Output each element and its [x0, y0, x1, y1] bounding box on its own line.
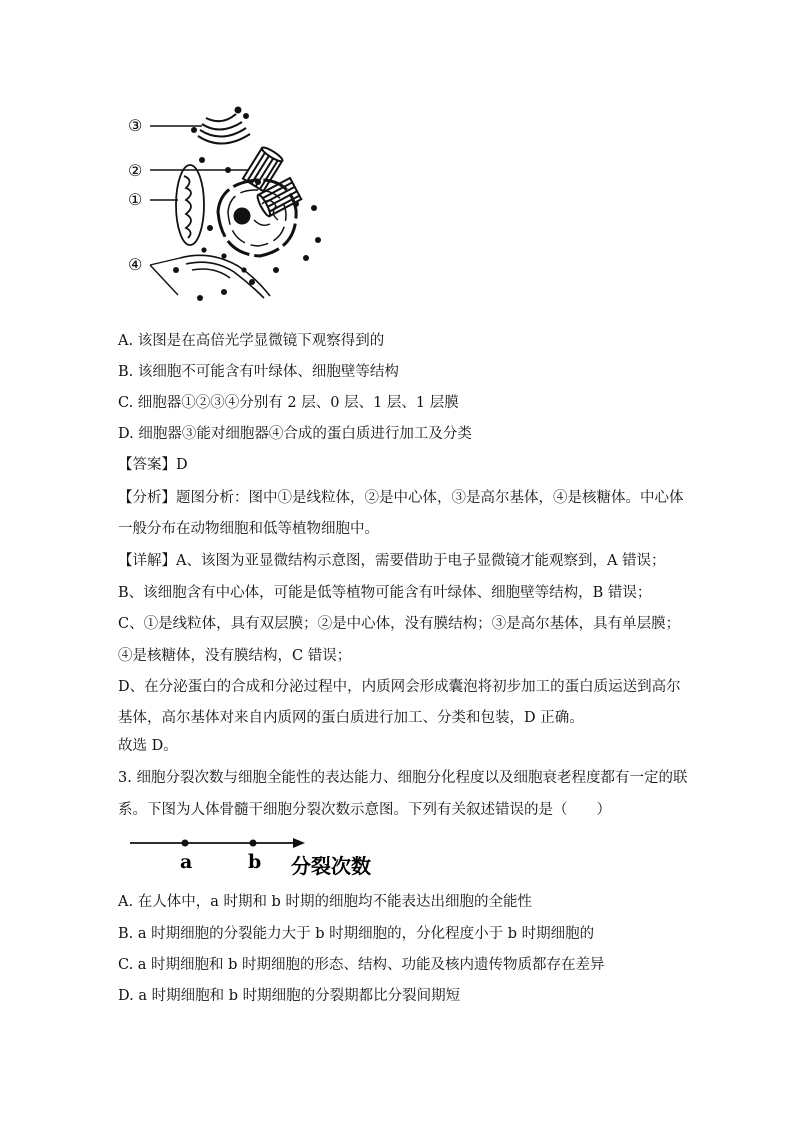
q2-analysis-line-1: 【分析】题图分析：图中①是线粒体，②是中心体，③是高尔基体，④是核糖体。中心体: [118, 490, 684, 506]
label-centriole: ②: [128, 161, 143, 180]
q3-option-b: B. a 时期细胞的分裂能力大于 b 时期细胞的，分化程度小于 b 时期细胞的: [118, 926, 595, 942]
label-golgi: ③: [128, 116, 143, 135]
q2-option-b: B. 该细胞不可能含有叶绿体、细胞壁等结构: [118, 364, 399, 380]
q2-detail-line-1: 【详解】A、该图为亚显微结构示意图，需要借助于电子显微镜才能观察到，A 错误；: [118, 553, 666, 569]
q2-analysis-line-2: 一般分布在动物细胞和低等植物细胞中。: [118, 521, 379, 537]
cell-diagram: [120, 100, 340, 315]
q2-option-a: A. 该图是在高倍光学显微镜下观察得到的: [118, 333, 385, 349]
q2-answer: 【答案】D: [118, 457, 188, 473]
q3-stem-line-1: 3. 细胞分裂次数与细胞全能性的表达能力、细胞分化程度以及细胞衰老程度都有一定的联: [118, 770, 688, 786]
label-mitochondrion: ①: [128, 190, 143, 209]
point-b-label: b: [248, 851, 262, 873]
division-axis-figure: [125, 835, 395, 880]
point-b-dot: [250, 840, 257, 847]
q2-detail-line-4: ④是核糖体，没有膜结构，C 错误；: [118, 648, 352, 664]
q2-detail-line-6: 基体，高尔基体对来自内质网的蛋白质进行加工、分类和包装，D 正确。: [118, 710, 584, 726]
q3-option-d: D. a 时期细胞和 b 时期细胞的分裂期都比分裂间期短: [118, 988, 461, 1004]
q2-option-c: C. 细胞器①②③④分别有 2 层、0 层、1 层、1 层膜: [118, 395, 459, 411]
q2-option-d: D. 细胞器③能对细胞器④合成的蛋白质进行加工及分类: [118, 426, 472, 442]
q3-option-c: C. a 时期细胞和 b 时期细胞的形态、结构、功能及核内遗传物质都存在差异: [118, 957, 605, 973]
axis-arrow: [293, 838, 305, 848]
label-ribosome: ④: [128, 255, 143, 274]
axis-label: 分裂次数: [291, 854, 371, 878]
q3-stem-line-2: 系。下图为人体骨髓干细胞分裂次数示意图。下列有关叙述错误的是（ ）: [118, 802, 611, 818]
point-a-dot: [182, 840, 189, 847]
q2-detail-line-2: B、该细胞含有中心体，可能是低等植物可能含有叶绿体、细胞壁等结构，B 错误；: [118, 585, 652, 601]
mitochondrion: [176, 165, 204, 245]
q2-detail-line-7: 故选 D。: [118, 738, 178, 754]
point-a-label: a: [180, 851, 193, 873]
q2-detail-line-3: C、①是线粒体，具有双层膜；②是中心体，没有膜结构；③是高尔基体，具有单层膜；: [118, 616, 681, 632]
q2-detail-line-5: D、在分泌蛋白的合成和分泌过程中，内质网会形成囊泡将初步加工的蛋白质运送到高尔: [118, 679, 681, 695]
q3-option-a: A. 在人体中，a 时期和 b 时期的细胞均不能表达出细胞的全能性: [118, 894, 532, 910]
